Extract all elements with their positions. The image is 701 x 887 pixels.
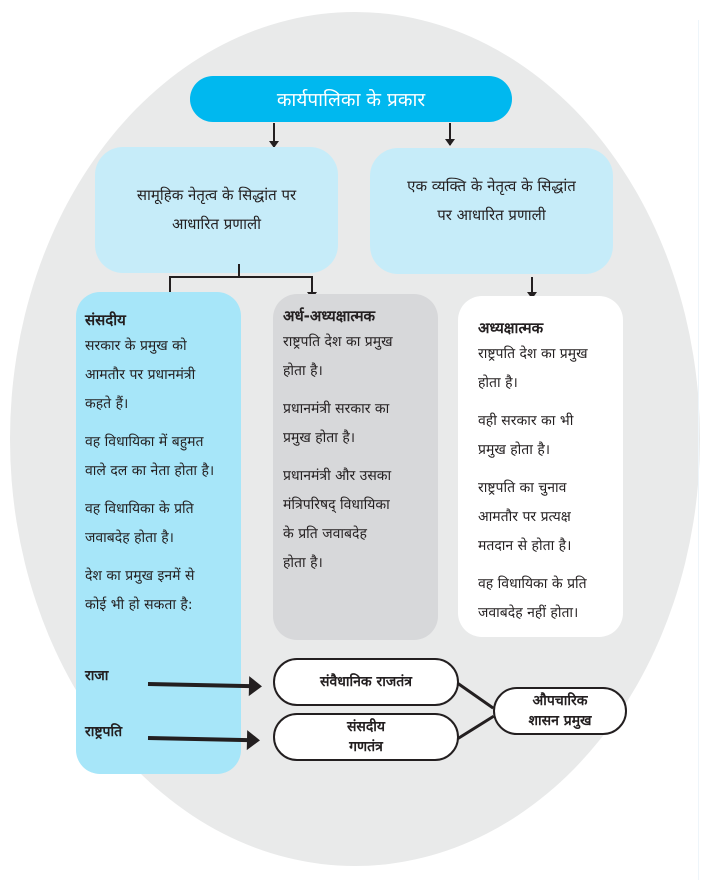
semi-presidential-system-box — [273, 294, 438, 640]
arrow-down-icon — [531, 277, 533, 298]
presidential-heading: अध्यक्षात्मक — [478, 319, 544, 337]
text-line: होता है। — [478, 375, 518, 391]
page-edge-line — [698, 20, 699, 880]
node-text: शासन प्रमुख — [528, 713, 592, 729]
arrow-down-icon — [273, 123, 275, 147]
text-line: वह विधायिका के प्रति — [85, 501, 194, 517]
text-line: मतदान से होता है। — [478, 538, 572, 554]
option-king: राजा — [85, 668, 109, 684]
node-text: संवैधानिक राजतंत्र — [320, 674, 412, 690]
option-president: राष्ट्रपति — [85, 724, 123, 740]
title-text: कार्यपालिका के प्रकार — [276, 89, 426, 111]
presidential-point — [478, 570, 609, 628]
semi-presidential-point — [283, 328, 430, 386]
text-line: आमतौर पर प्रत्यक्ष — [478, 509, 571, 525]
constitutional-monarchy-node — [273, 658, 459, 706]
text-line: कोई भी हो सकता है: — [85, 597, 193, 613]
text-line: वह विधायिका में बहुमत — [85, 434, 204, 450]
branch-text-line: एक व्यक्ति के नेतृत्व के सिद्धांत — [407, 177, 576, 195]
text-line: राष्ट्रपति देश का प्रमुख — [283, 334, 393, 350]
semi-presidential-point — [283, 462, 430, 578]
presidential-point — [478, 407, 609, 465]
parliamentary-point — [85, 495, 235, 553]
text-line: प्रमुख होता है। — [478, 442, 551, 458]
text-line: राष्ट्रपति का चुनाव — [478, 480, 567, 496]
semi-presidential-point — [283, 395, 430, 453]
connector-line — [169, 276, 313, 278]
text-line: प्रधानमंत्री सरकार का — [283, 401, 390, 417]
parliamentary-heading: संसदीय — [85, 311, 126, 329]
branch-single-leadership — [370, 148, 613, 274]
node-text: गणतंत्र — [349, 739, 383, 755]
text-line: प्रमुख होता है। — [283, 430, 356, 446]
branch-text-line: पर आधारित प्रणाली — [437, 206, 546, 224]
text-line: देश का प्रमुख इनमें से — [85, 568, 195, 584]
text-line: सरकार के प्रमुख को — [85, 338, 187, 354]
parliamentary-point — [85, 562, 235, 620]
text-line: प्रधानमंत्री और उसका — [283, 468, 392, 484]
text-line: आमतौर पर प्रधानमंत्री — [85, 367, 196, 383]
title-node — [190, 76, 512, 122]
presidential-system-box — [458, 296, 623, 637]
node-text: संसदीय — [346, 719, 386, 735]
presidential-point — [478, 474, 609, 561]
text-line: के प्रति जवाबदेह — [283, 526, 367, 542]
text-line: वाले दल का नेता होता है। — [85, 463, 215, 479]
semi-presidential-heading: अर्ध-अध्यक्षात्मक — [283, 307, 376, 325]
text-line: वही सरकार का भी — [478, 413, 574, 429]
formal-head-node — [493, 687, 627, 735]
text-line: होता है। — [283, 363, 323, 379]
presidential-point — [478, 340, 609, 398]
text-line: मंत्रिपरिषद् विधायिका — [283, 497, 390, 513]
text-line: राष्ट्रपति देश का प्रमुख — [478, 346, 588, 362]
text-line: होता है। — [283, 555, 323, 571]
parliamentary-system-box — [76, 292, 241, 774]
branch-text-line: आधारित प्रणाली — [171, 215, 262, 233]
text-line: जवाबदेह नहीं होता। — [478, 605, 579, 621]
text-line: जवाबदेह होता है। — [85, 530, 174, 546]
branch-collective-leadership — [95, 147, 338, 273]
text-line: कहते हैं। — [85, 396, 129, 412]
text-line: वह विधायिका के प्रति — [478, 576, 587, 592]
parliamentary-point — [85, 332, 235, 419]
node-text: औपचारिक — [532, 693, 588, 709]
parliamentary-point — [85, 428, 235, 486]
parliamentary-republic-node — [273, 713, 459, 761]
arrow-down-icon — [449, 123, 451, 145]
branch-text-line: सामूहिक नेतृत्व के सिद्धांत पर — [136, 186, 297, 204]
